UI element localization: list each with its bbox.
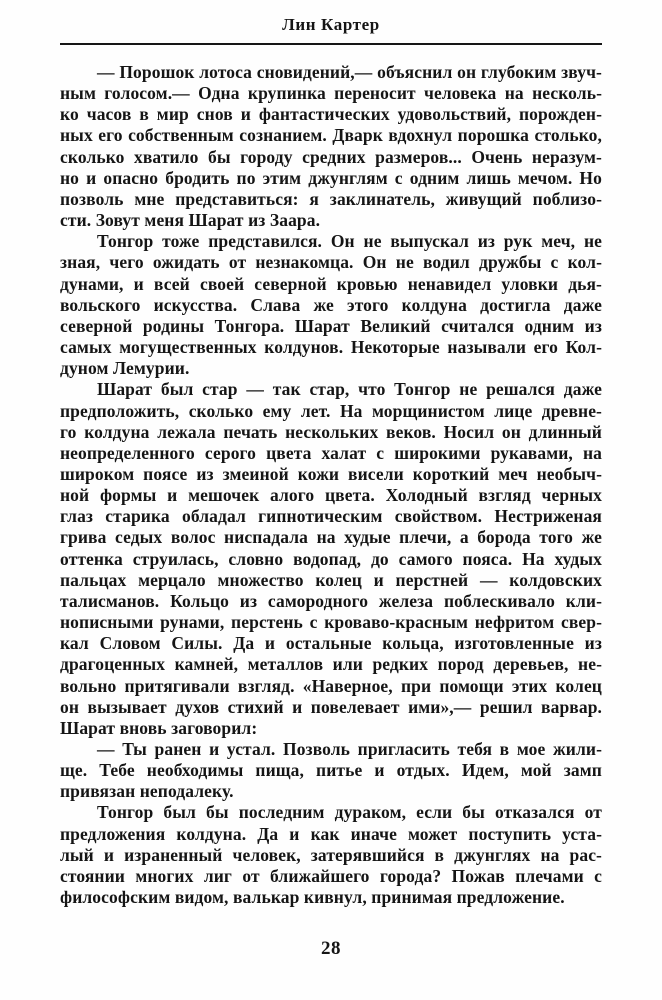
text-line: грива седых волос ниспадала на худые плечи, а борода того же bbox=[60, 527, 602, 548]
text-line: ще. Тебе необходимы пища, питье и отдых. Идем, мой замп bbox=[60, 760, 602, 781]
text-line: — Ты ранен и устал. Позволь пригласить тебя в мое жили- bbox=[97, 739, 602, 759]
text-line: оттенка струилась, словно водопад, до самого пояса. На худых bbox=[60, 548, 602, 569]
text-line: Шарат был стар — так стар, что Тонгор не решался даже bbox=[97, 379, 602, 400]
header-author-title: Лин Картер bbox=[282, 15, 380, 34]
text-line: дунами, и всей своей северной кровью ненавидел уловки дья- bbox=[60, 273, 602, 294]
paragraph bbox=[60, 62, 602, 231]
page-number: 28 bbox=[321, 938, 341, 959]
text-line: позволь мне представиться: я заклинатель, живущий поблизо- bbox=[60, 188, 602, 209]
running-header bbox=[60, 14, 602, 45]
text-line: ной формы и мешочек алого цвета. Холодный взгляд черных bbox=[60, 485, 602, 506]
text-line: привязан неподалеку. bbox=[60, 781, 234, 802]
text-line: философским видом, валькар кивнул, принимая предложение. bbox=[60, 887, 565, 908]
text-line: кал Словом Силы. Да и остальные кольца, изготовленные из bbox=[60, 633, 602, 654]
text-line: предположить, сколько ему лет. На морщинистом лице древне- bbox=[60, 400, 602, 421]
text-line: Тонгор тоже представился. Он не выпускал из рук меч, не bbox=[97, 231, 602, 252]
text-line: — Порошок лотоса сновидений,— объяснил он глубоким звуч- bbox=[97, 62, 602, 82]
text-line: северной родины Тонгора. Шарат Великий считался одним из bbox=[60, 315, 602, 336]
text-line: го колдуна лежала печать нескольких веков. Носил он длинный bbox=[60, 421, 602, 442]
text-line: дуном Лемурии. bbox=[60, 358, 190, 379]
header-rule bbox=[60, 43, 602, 45]
text-line: самых могущественных колдунов. Некоторые называли его Кол- bbox=[60, 337, 602, 358]
text-line: неопределенного серого цвета халат с широкими рукавами, на bbox=[60, 442, 602, 463]
text-line: стоянии многих лиг от ближайшего города? Пожав плечами с bbox=[60, 865, 602, 886]
text-line: сколько хватило бы городу средних размеров... Очень неразум- bbox=[60, 146, 602, 167]
text-line: он вызывает духов стихий и повелевает ими»,— решил варвар. bbox=[60, 696, 602, 717]
text-line: зная, чего ожидать от незнакомца. Он не водил дружбы с кол- bbox=[60, 252, 602, 273]
text-line: вольского искусства. Слава же этого колдуна достигла даже bbox=[60, 294, 602, 315]
text-line: нописными рунами, перстень с кроваво-красным нефритом свер- bbox=[60, 612, 602, 633]
text-line: предложения колдуна. Да и как иначе может поступить уста- bbox=[60, 823, 602, 844]
text-line: ным голосом.— Одна крупинка переносит человека на несколь- bbox=[60, 83, 602, 104]
text-line: драгоценных камней, металлов или редких пород деревьев, не- bbox=[60, 654, 602, 675]
text-line: Шарат вновь заговорил: bbox=[60, 717, 258, 738]
body-text bbox=[60, 62, 602, 908]
text-line: ных его собственным сознанием. Дварк вдохнул порошка столько, bbox=[60, 125, 602, 146]
text-line: пальцах мерцало множество колец и перстней — колдовских bbox=[60, 569, 602, 590]
text-line: глаз старика обладал гипнотическим свойством. Нестриженая bbox=[60, 506, 602, 527]
text-line: ко часов в мир снов и фантастических удовольствий, порожден- bbox=[60, 104, 602, 125]
text-line: вольно притягивали взгляд. «Наверное, при помощи этих колец bbox=[60, 675, 602, 696]
text-line: но и опасно бродить по этим джунглям с одним лишь мечом. Но bbox=[60, 167, 602, 188]
paragraph bbox=[60, 739, 602, 802]
text-line: широком поясе из змеиной кожи висели короткий меч необыч- bbox=[60, 463, 602, 484]
text-line: Тонгор был бы последним дураком, если бы отказался от bbox=[97, 802, 602, 823]
paragraph bbox=[60, 379, 602, 739]
paragraph bbox=[60, 802, 602, 908]
paragraph bbox=[60, 231, 602, 379]
text-line: лый и израненный человек, затерявшийся в джунглях на рас- bbox=[60, 844, 602, 865]
text-line: сти. Зовут меня Шарат из Заара. bbox=[60, 210, 321, 231]
text-line: талисманов. Кольцо из самородного железа поблескивало кли- bbox=[60, 590, 602, 611]
